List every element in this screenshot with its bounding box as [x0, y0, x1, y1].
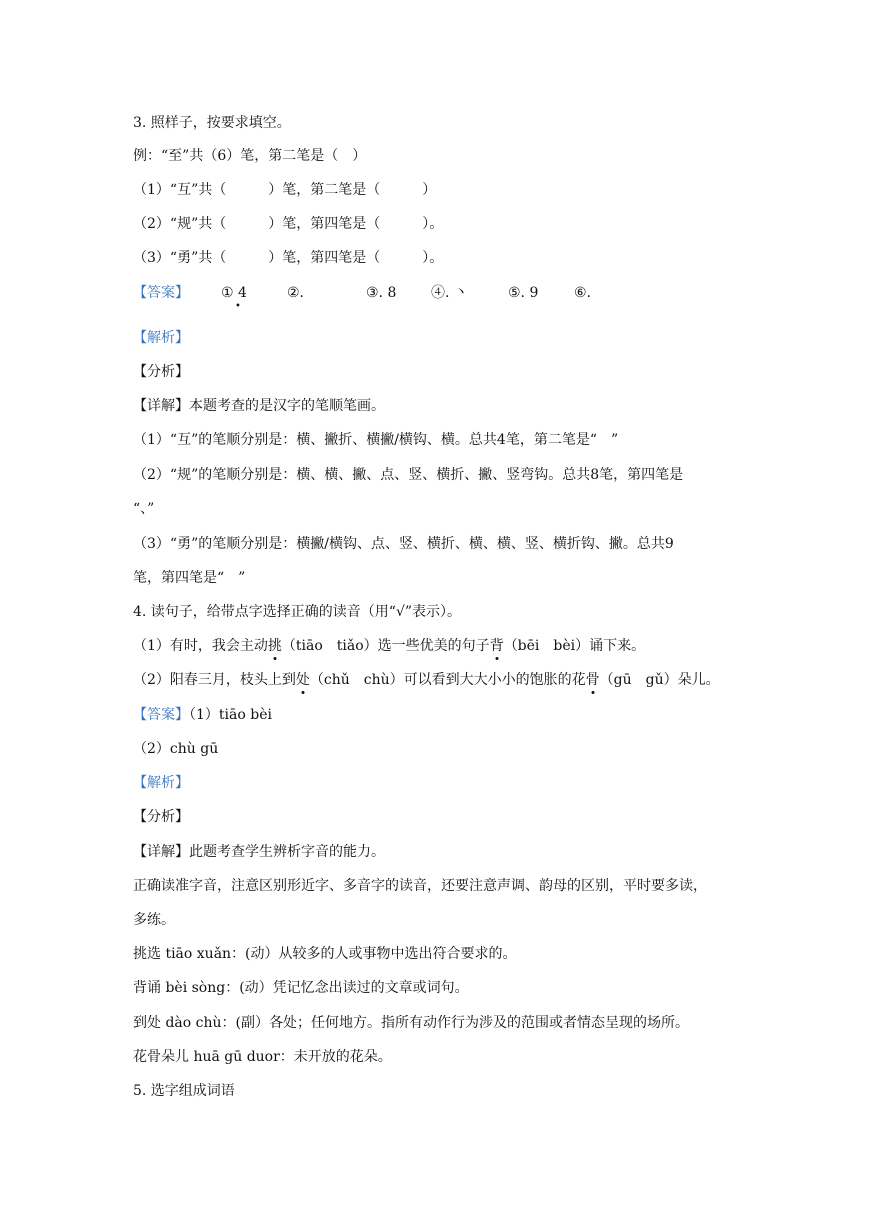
q3-example: 例：“至”共（6）笔，第二笔是（ ） — [133, 148, 367, 164]
q4-item-2: （2）阳春三月，枝头上到处（chǔ chù）可以看到大大小小的饱胀的花骨（gū gǔ）朵儿。 — [133, 672, 720, 688]
q3-detail-1: （1）“互”的笔顺分别是：横、撇折、横撇/横钩、横。总共4笔，第二笔是“ ” — [133, 432, 619, 448]
answer-option-4: ④. 丶 — [431, 285, 468, 301]
q4-def-2: 背诵 bèi sòng：(动）凭记忆念出读过的文章或词句。 — [133, 980, 469, 996]
q3-title: 3. 照样子，按要求填空。 — [133, 115, 291, 131]
q4-title: 4. 读句子，给带点字选择正确的读音（用“√”表示）。 — [133, 604, 462, 620]
answer-option-6: ⑥. — [574, 285, 592, 301]
q3-analysis-tag: 【解析】 — [133, 330, 189, 346]
answer-option-2: ②. — [287, 285, 305, 301]
q3-item-1: （1）“互”共（ ）笔，第二笔是（ ） — [133, 182, 437, 198]
q4-item-1: （1）有时，我会主动挑（tiāo tiǎo）选一些优美的句子背（bēi bèi）诵下来。 — [133, 638, 646, 654]
answer-tag: 【答案】 — [133, 285, 189, 301]
q4-def-4: 花骨朵儿 huā gū duor：未开放的花朵。 — [133, 1049, 392, 1065]
q3-detail-4: （3）“勇”的笔顺分别是：横撇/横钩、点、竖、横折、横、横、竖、横折钩、撇。总共9 — [133, 536, 674, 552]
q4-fenxi-tag: 【分析】 — [133, 809, 189, 825]
q4-def-1: 挑选 tiāo xuǎn：(动）从较多的人或事物中选出符合要求的。 — [133, 946, 517, 962]
q3-item-2: （2）“规”共（ ）笔，第四笔是（ ）。 — [133, 216, 444, 232]
q4-analysis-tag: 【解析】 — [133, 775, 189, 791]
q4-para-1: 正确读准字音，注意区别形近字、多音字的读音，还要注意声调、韵母的区别，平时要多读， — [133, 878, 707, 894]
q4-detail: 【详解】此题考查学生辨析字音的能力。 — [133, 844, 385, 860]
q4-def-3: 到处 dào chù：(副）各处；任何地方。指所有动作行为涉及的范围或者情态呈现的场所。 — [133, 1015, 689, 1031]
q5-title: 5. 选字组成词语 — [133, 1083, 235, 1099]
q4-answer-1: 【答案】（1）tiāo bèi — [133, 707, 272, 723]
dot-mark: • — [235, 301, 241, 312]
answer-option-3: ③. 8 — [366, 285, 397, 301]
q4-para-2: 多练。 — [133, 912, 175, 928]
q3-detail-5: 笔，第四笔是“ ” — [133, 570, 246, 586]
q3-detail-3: “、” — [133, 501, 155, 517]
answer-option-5: ⑤. 9 — [508, 285, 539, 301]
q3-detail-2: （2）“规”的笔顺分别是：横、横、撇、点、竖、横折、撇、竖弯钩。总共8笔，第四笔是 — [133, 467, 684, 483]
q3-item-3: （3）“勇”共（ ）笔，第四笔是（ ）。 — [133, 250, 444, 266]
q3-answer-row — [133, 284, 633, 314]
q3-detail: 【详解】本题考查的是汉字的笔顺笔画。 — [133, 398, 385, 414]
q4-answer-2: （2）chù gū — [133, 741, 219, 757]
q3-fenxi-tag: 【分析】 — [133, 364, 189, 380]
answer-option-1: ① 4 • — [221, 284, 247, 302]
